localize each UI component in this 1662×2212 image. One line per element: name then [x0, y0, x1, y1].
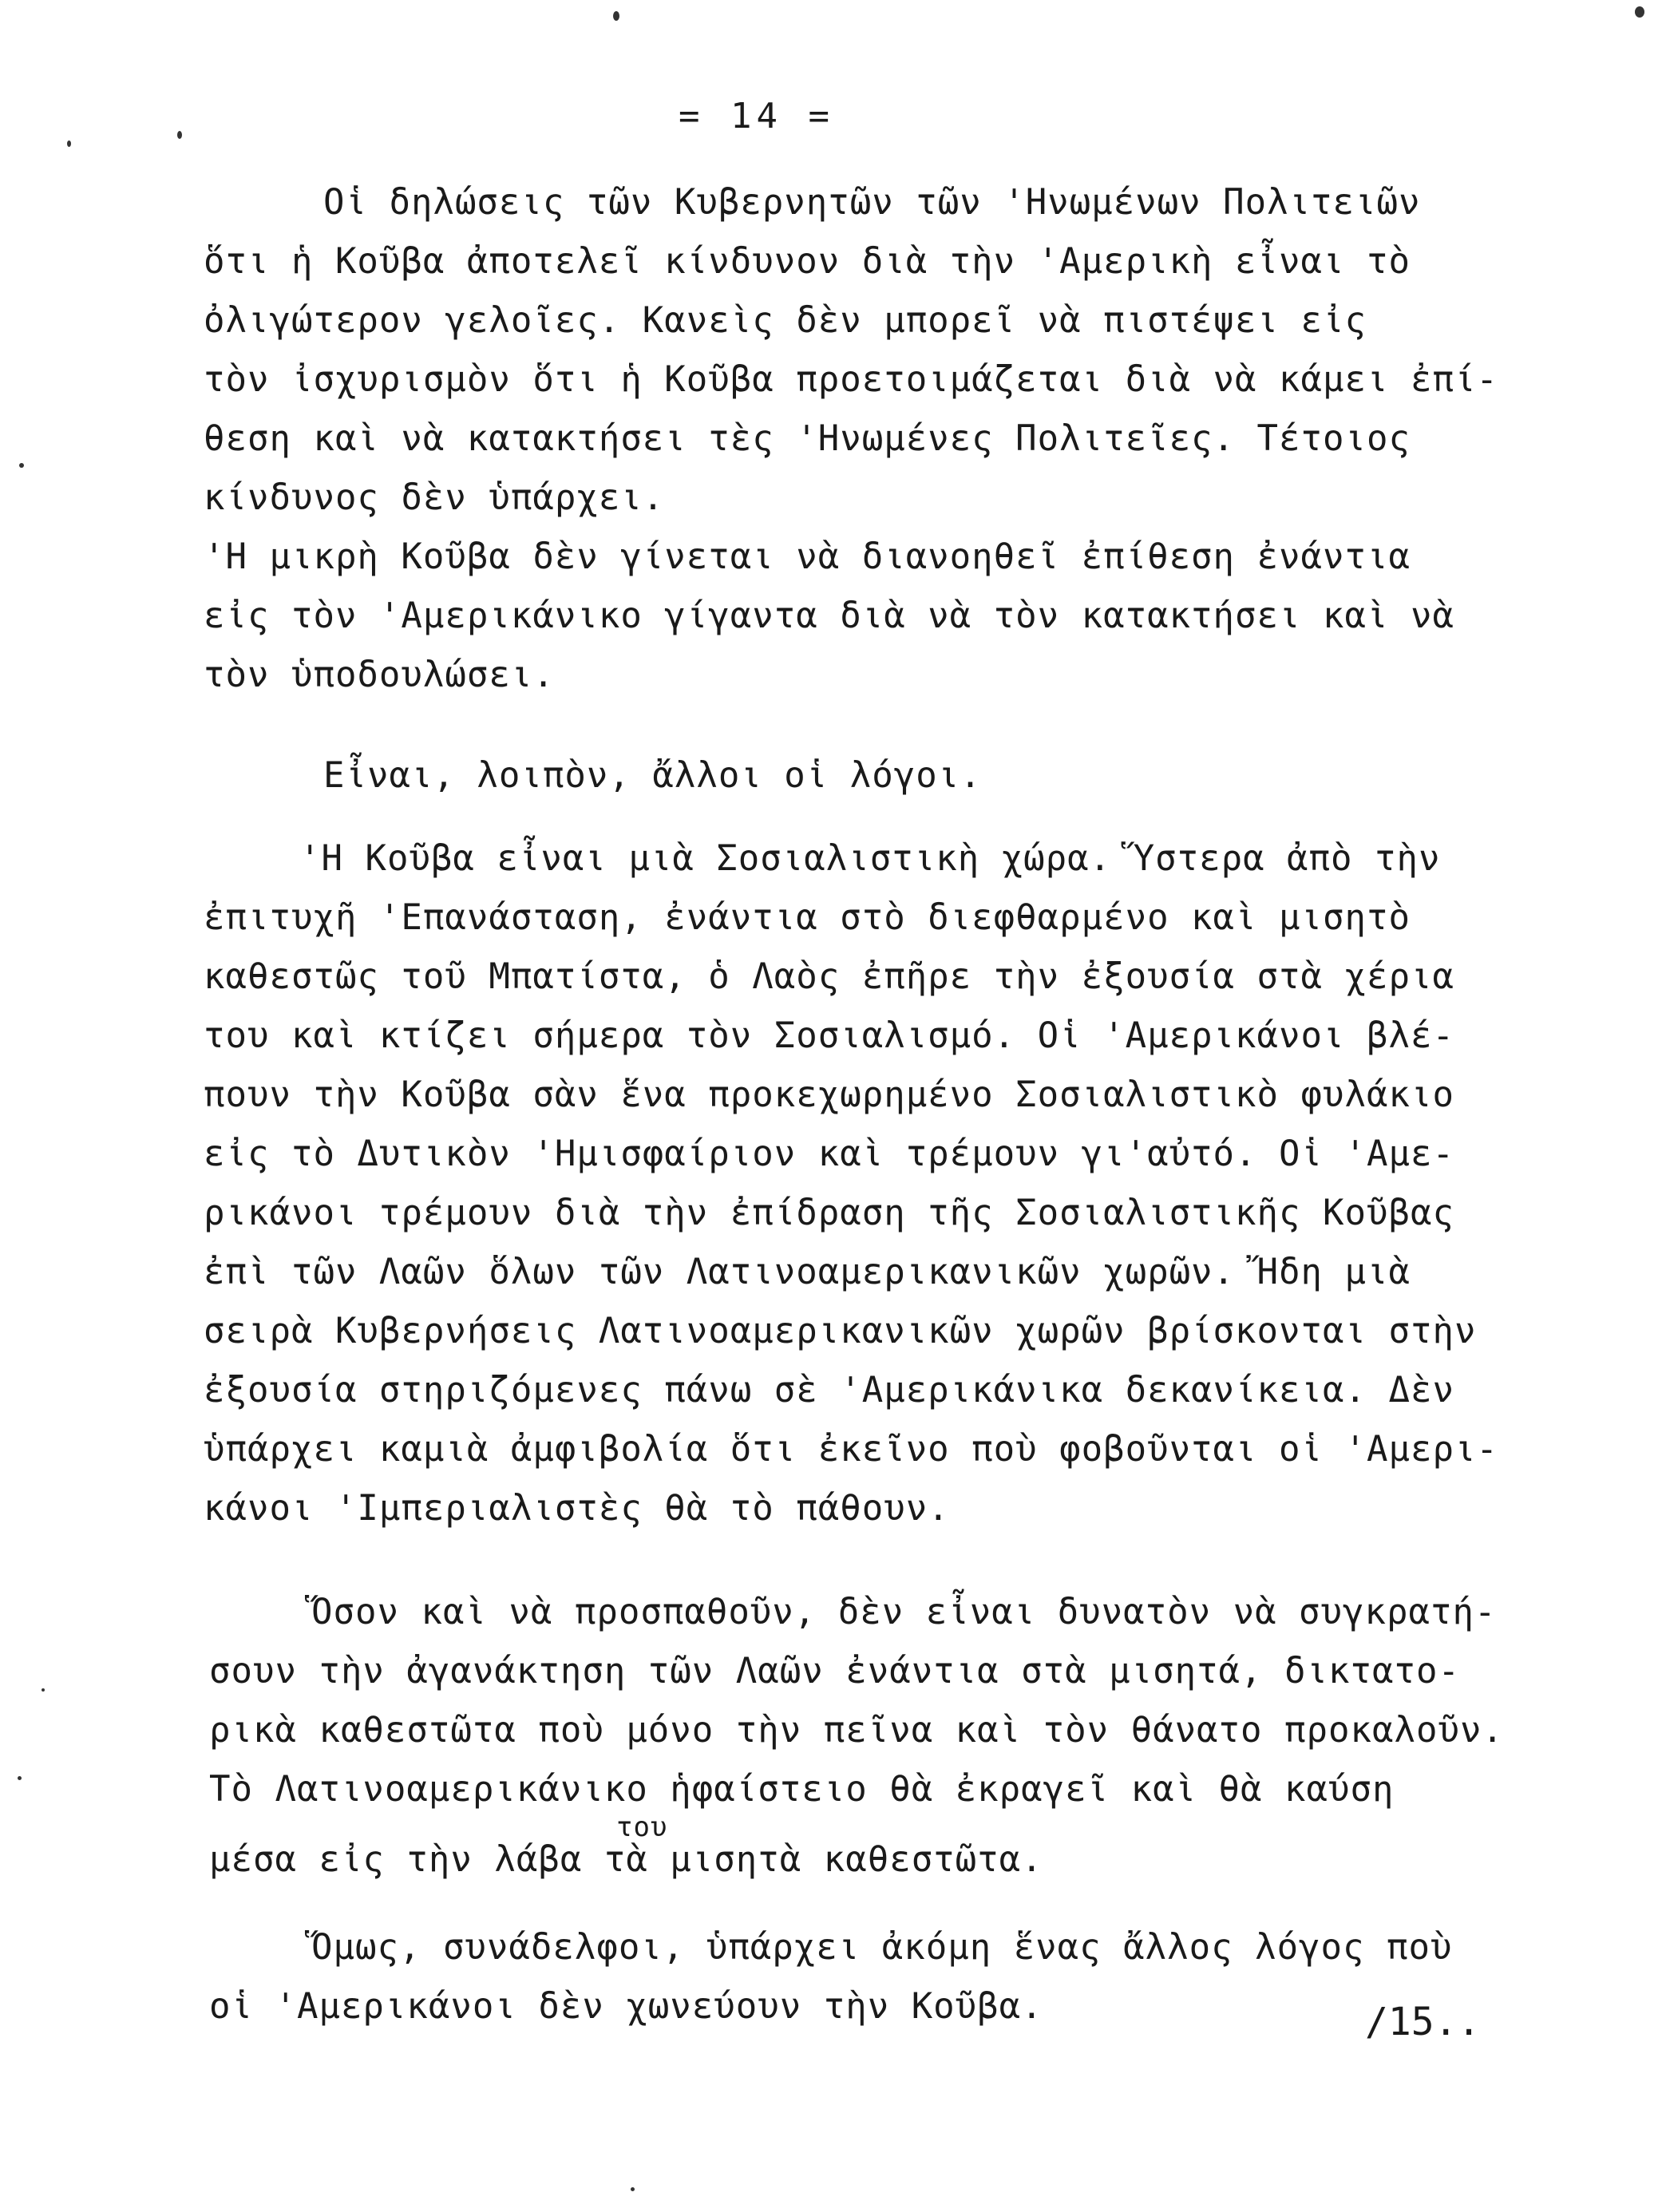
text-line: του καὶ κτίζει σήμερα τὸν Σοσιαλισμό. Οἱ 'Αμερικάνοι βλέ- [204, 1015, 1454, 1056]
text-line: ρικὰ καθεστῶτα ποὺ μόνο τὴν πεῖνα καὶ τὸν θάνατο προκαλοῦν. [209, 1710, 1504, 1751]
scan-speck [67, 140, 71, 147]
text-line: καθεστῶς τοῦ Μπατίστα, ὁ Λαὸς ἐπῆρε τὴν ἐξουσία στὰ χέρια [204, 956, 1454, 997]
text-line: ὅτι ἡ Κοῦβα ἀποτελεῖ κίνδυνον διὰ τὴν 'Αμερικὴ εἶναι τὸ [204, 241, 1411, 282]
text-line: 'Η μικρὴ Κοῦβα δὲν γίνεται νὰ διανοηθεῖ ἐπίθεση ἐνάντια [204, 536, 1411, 577]
text-line: οἱ 'Αμερικάνοι δὲν χωνεύουν τὴν Κοῦβα. [209, 1986, 1043, 2027]
text-line: κάνοι 'Ιμπεριαλιστὲς θὰ τὸ πάθουν. [204, 1488, 950, 1529]
scan-speck [613, 11, 619, 21]
page-number: = 14 = [679, 96, 834, 137]
scan-speck [631, 2187, 635, 2191]
text-line: εἰς τὸν 'Αμερικάνικο γίγαντα διὰ νὰ τὸν κατακτήσει καὶ νὰ [204, 596, 1454, 636]
text-line: μέσα εἰς τὴν λάβα τὰ μισητὰ καθεστῶτα. [209, 1839, 1043, 1880]
text-line: 'Η Κοῦβα εἶναι μιὰ Σοσιαλιστικὴ χώρα. Ὕστερα ἀπὸ τὴν [299, 838, 1441, 879]
scan-speck [19, 463, 24, 468]
scan-speck [1635, 6, 1644, 18]
text-line: ἐξουσία στηριζόμενες πάνω σὲ 'Αμερικάνικα δεκανίκεια. Δὲν [204, 1370, 1454, 1411]
text-line: σουν τὴν ἀγανάκτηση τῶν Λαῶν ἐνάντια στὰ μισητά, δικτατο- [209, 1651, 1460, 1692]
text-line: κίνδυνος δὲν ὑπάρχει. [204, 477, 665, 518]
text-line: Ὅσον καὶ νὰ προσπαθοῦν, δὲν εἶναι δυνατὸν νὰ συγκρατή- [311, 1592, 1497, 1632]
text-line: Ὅμως, συνάδελφοι, ὑπάρχει ἀκόμη ἕνας ἄλλος λόγος ποὺ [311, 1927, 1453, 1968]
text-line: ρικάνοι τρέμουν διὰ τὴν ἐπίδραση τῆς Σοσιαλιστικῆς Κοῦβας [204, 1193, 1454, 1233]
text-line: ἐπιτυχῆ 'Επανάσταση, ἐνάντια στὸ διεφθαρμένο καὶ μισητὸ [204, 897, 1411, 938]
text-line: τὸν ὑποδουλώσει. [204, 655, 555, 695]
text-line: σειρὰ Κυβερνήσεις Λατινοαμερικανικῶν χωρῶν βρίσκονται στὴν [204, 1311, 1477, 1351]
text-line: ἐπὶ τῶν Λαῶν ὅλων τῶν Λατινοαμερικανικῶν χωρῶν. Ἤδη μιὰ [204, 1252, 1411, 1292]
text-line: πουν τὴν Κοῦβα σὰν ἕνα προκεχωρημένο Σοσιαλιστικὸ φυλάκιο [204, 1074, 1454, 1115]
scan-speck [18, 1776, 22, 1780]
text-line: εἰς τὸ Δυτικὸν 'Ημισφαίριον καὶ τρέμουν γι'αὐτό. Οἱ 'Αμε- [204, 1134, 1454, 1174]
scan-speck [42, 1688, 45, 1692]
text-line: Τὸ Λατινοαμερικάνικο ἡφαίστειο θὰ ἐκραγεῖ καὶ θὰ καύση [209, 1769, 1395, 1810]
text-line: Οἱ δηλώσεις τῶν Κυβερνητῶν τῶν 'Ηνωμένων Πολιτειῶν [323, 182, 1421, 223]
text-line: τὸν ἰσχυρισμὸν ὅτι ἡ Κοῦβα προετοιμάζεται διὰ νὰ κάμει ἐπί- [204, 359, 1498, 400]
text-line: Εἶναι, λοιπὸν, ἄλλοι οἱ λόγοι. [323, 755, 982, 796]
scan-speck [177, 131, 182, 139]
text-line: ὀλιγώτερον γελοῖες. Κανεὶς δὲν μπορεῖ νὰ πιστέψει εἰς [204, 300, 1367, 341]
text-line: ὑπάρχει καμιὰ ἀμφιβολία ὅτι ἐκεῖνο ποὺ φοβοῦνται οἱ 'Αμερι- [204, 1429, 1498, 1470]
continuation-marker: /15.. [1365, 2000, 1481, 2044]
text-line: θεση καὶ νὰ κατακτήσει τὲς 'Ηνωμένες Πολιτεῖες. Τέτοιος [204, 418, 1411, 459]
interlinear-note: του [616, 1811, 668, 1843]
